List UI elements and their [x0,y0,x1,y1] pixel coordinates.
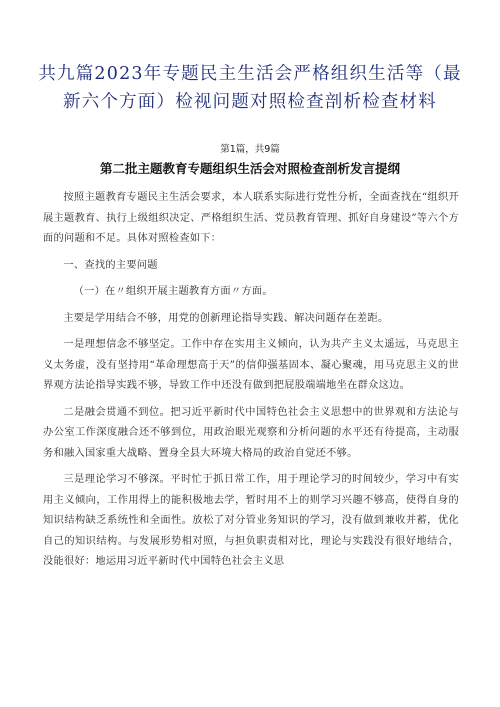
heading-main-problems: 一、查找的主要问题 [63,259,158,271]
summary-paragraph: 主要是学用结合不够，用党的创新理论指导实践、解决问题存在差距。 [63,312,389,324]
document-body [43,188,459,573]
point-two-paragraph: 二是融会贯通不到位。把习近平新时代中国特色社会主义思想中的世界观和方法论与办公室工作深度融合还不够到位，用政治眼光观察和分析问题的水平还有待提高，主动服务和融入国家重大战略、置身全县大环境大格局的政治自觉还不够。 [43,406,459,459]
point-three-paragraph: 三是理论学习不够深。平时忙于抓日常工作，用于理论学习的时间较少，学习中有实用主义倾向，工作用得上的能积极地去学，暂时用不上的则学习兴趣不够高，使得自身的知识结构缺乏系统性和全面性。放松了对分管业务知识的学习，没有做到兼收并蓄，优化自己的知识结构。与发展形势相对照，与担负职责相对比，理论与实践没有很好地结合，没能很好：地运用习近平新时代中国特色社会主义思 [43,474,459,567]
subheading-theme-education: （一）在〃组织开展主题教育方面〃方面。 [73,286,273,297]
intro-paragraph: 按照主题教育专题民主生活会要求，本人联系实际进行党性分析，全面查找在“组织开展主题教育、执行上级组织决定、严格组织生活、党员教育管理、抓好自身建设”等六个方面的问题和不足。具体对照检查如下： [43,192,459,244]
page-indicator: 第1篇，共9篇 [220,144,280,155]
section-title: 第二批主题教育专题组织生活会对照检查剖析发言提纲 [99,161,400,176]
document-title: 共九篇2023年专题民主生活会严格组织生活等（最新六个方面）检视问题对照检查剖析检查材料 [38,64,462,112]
point-one-paragraph: 一是理想信念不够坚定。工作中存在实用主义倾向，认为共产主义太遥远，马克思主义太务虚，没有坚持用“革命理想高于天”的信仰强基固本、凝心聚魂，用马克思主义的世界观方法论指导实践不够，导致工作中还没有做到把屁股端端地坐在群众这边。 [43,339,459,391]
